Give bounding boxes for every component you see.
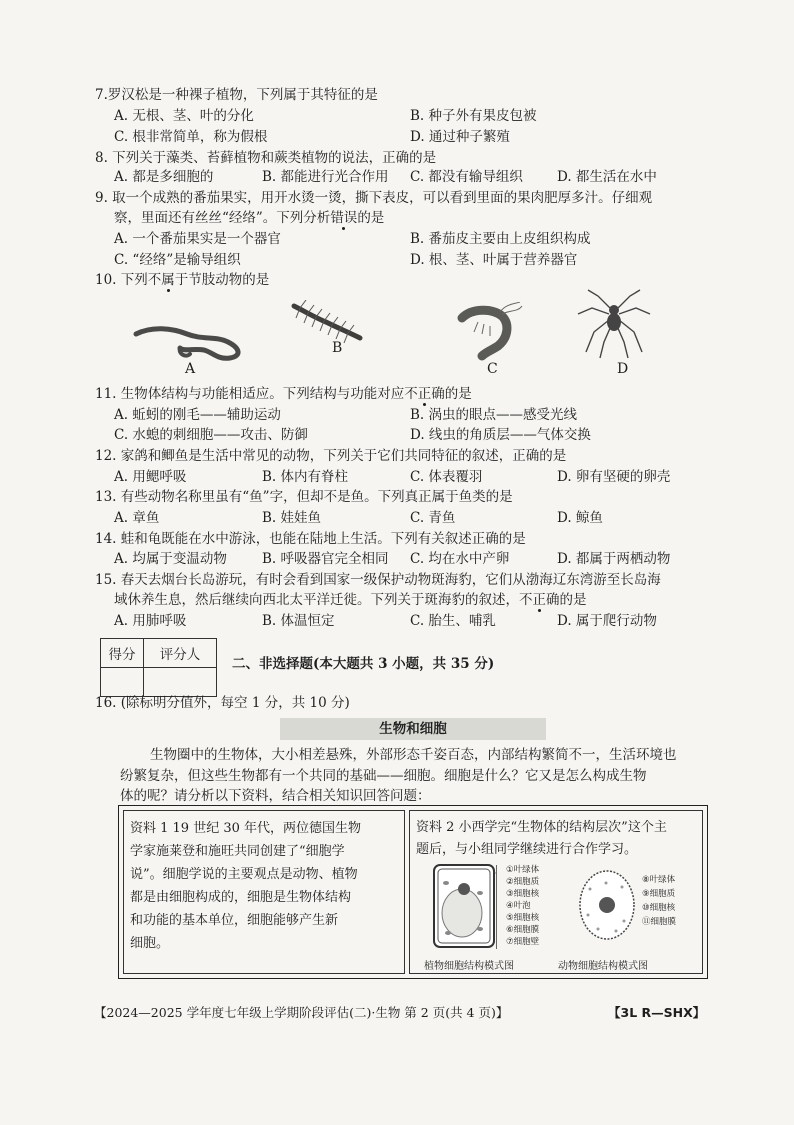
q15-stem-line1: 15. 春天去烟台长岛游玩，有时会看到国家一级保护动物斑海豹，它们从渤海辽东湾游至长岛海 [95,572,661,588]
q9-option-c: C. “经络”是输导组织 [114,252,241,268]
animal-label-9: ⑨细胞质 [642,889,676,899]
section-2-heading: 二、非选择题(本大题共 3 小题，共 35 分) [232,656,495,672]
material-1-line-3: 说”。细胞学说的主要观点是动物、植物 [130,867,358,882]
materials-box [118,805,708,979]
q9-stem-line2 [114,208,384,228]
earthworm-image [132,318,250,364]
q14-option-d: D. 都属于两栖动物 [557,551,671,567]
score-table [100,638,217,697]
footer-right: 【3L R—SHX】 [608,1005,706,1020]
q11-option-a: A. 蚯蚓的刚毛——辅助运动 [114,407,281,423]
q11-option-d: D. 线虫的角质层——气体交换 [410,427,591,443]
q15-option-a: A. 用肺呼吸 [114,613,187,629]
material-1-line-1: 资料 1 19 世纪 30 年代，两位德国生物 [130,821,362,836]
material-2-line-2: 题后，与小组同学继续进行合作学习。 [416,842,638,857]
material-1-box [123,810,405,974]
animal-label-10: ⑩细胞核 [642,903,676,913]
q13-option-c: C. 青鱼 [410,510,456,526]
q16-stem: 16. (除标明分值外，每空 1 分，共 10 分) [95,695,350,711]
material-2-box [409,810,703,974]
q11-stem-a: 11. 生物体结构与功能相适应。下列结构与功能对应 [95,386,405,402]
q7-option-d: D. 通过种子繁殖 [410,129,510,145]
q15-option-c: C. 胎生、哺乳 [410,613,496,629]
shrimp-image [448,302,524,362]
q11-stem-b: 的是 [444,386,472,402]
q10-label-d: D [617,361,629,377]
q11-stem [95,384,472,404]
material-2-line-1: 资料 2 小西学完“生物体的结构层次”这个主 [416,820,667,835]
material-1-line-4: 都是由细胞构成的，细胞是生物体结构 [130,890,352,905]
q16-paragraph-line2: 纷繁复杂，但这些生物都有一个共同的基础——细胞。细胞是什么？它又是怎么构成生物 [120,768,647,784]
q16-banner-title: 生物和细胞 [280,718,546,740]
plant-label-2: ②细胞质 [506,877,540,887]
centipede-image [286,300,366,348]
footer-left: 【2024—2025 学年度七年级上学期阶段评估(二)·生物 第 2 页(共 4 页)】 [94,1005,509,1020]
q9-stem-line2-a: 察，里面还有丝丝“经络”。下列分析 [114,210,331,226]
animal-label-8: ⑧叶绿体 [642,875,676,885]
q10-label-a: A [185,361,196,377]
q10-stem-b: 节肢动物的是 [188,272,270,288]
q16-paragraph-line3: 体的呢？请分析以下资料，结合相关知识回答问题： [120,788,431,804]
q11-option-b: B. 涡虫的眼点——感受光线 [410,407,578,423]
plant-cell-diagram [432,863,496,949]
q7-option-a: A. 无根、茎、叶的分化 [114,108,254,124]
q8-option-a: A. 都是多细胞的 [114,169,214,185]
animal-label-11: ⑪细胞膜 [642,917,677,927]
spider-image [574,288,654,360]
q10-stem-a: 10. 下列 [95,272,148,288]
plant-label-4: ④叶泡 [506,901,531,911]
plant-label-3: ③细胞核 [506,889,540,899]
q15-stem-line2-a: 域休养生息，然后继续向西北太平洋迁徙。下列关于斑海豹的叙述， [114,592,519,608]
plant-label-7: ⑦细胞壁 [506,937,540,947]
animal-cell-caption: 动物细胞结构模式图 [558,961,648,972]
plant-cell-caption: 植物细胞结构模式图 [424,961,514,972]
q7-option-c: C. 根非常简单，称为假根 [114,129,268,145]
q9-option-d: D. 根、茎、叶属于营养器官 [410,252,578,268]
q10-stem [95,270,269,290]
q15-option-d: D. 属于爬行动物 [557,613,657,629]
q12-option-d: D. 卵有坚硬的卵壳 [557,469,671,485]
q9-stem-line1: 9. 取一个成熟的番茄果实，用开水烫一烫，撕下表皮，可以看到里面的果肉肥厚多汁。仔细观 [95,190,653,206]
q9-option-b: B. 番茄皮主要由上皮组织构成 [410,231,591,247]
q10-label-c: C [487,361,498,377]
grader-header: 评分人 [144,639,217,668]
q12-option-b: B. 体内有脊柱 [262,469,349,485]
q11-option-c: C. 水螅的刺细胞——攻击、防御 [114,427,308,443]
score-header: 得分 [101,639,144,668]
q7-option-b: B. 种子外有果皮包被 [410,108,537,124]
plant-label-6: ⑥细胞膜 [506,925,540,935]
q13-option-a: A. 章鱼 [114,510,160,526]
q15-stem-line2 [114,590,587,610]
q14-option-b: B. 呼吸器官完全相同 [262,551,389,567]
q14-stem: 14. 蛙和龟既能在水中游泳，也能在陆地上生活。下列有关叙述正确的是 [95,531,526,547]
q15-option-b: B. 体温恒定 [262,613,335,629]
q13-option-d: D. 鲸鱼 [557,510,603,526]
material-1-line-6: 细胞。 [130,936,170,951]
animal-cell-diagram [578,869,636,941]
q8-option-b: B. 都能进行光合作用 [262,169,389,185]
q15-stem-line2-b: 的是 [559,592,587,608]
q15-emphasis: 不正确 [519,592,560,608]
q13-stem: 13. 有些动物名称里虽有“鱼”字，但却不是鱼。下列真正属于鱼类的是 [95,489,513,505]
q8-stem: 8. 下列关于藻类、苔藓植物和蕨类植物的说法，正确的是 [95,150,437,166]
q13-option-b: B. 娃娃鱼 [262,510,322,526]
q12-stem: 12. 家鸽和鲫鱼是生活中常见的动物，下列关于它们共同特征的叙述，正确的是 [95,448,567,464]
q7-stem: 7.罗汉松是一种裸子植物，下列属于其特征的是 [95,87,378,103]
q10-label-b: B [332,340,343,356]
q14-option-c: C. 均在水中产卵 [410,551,510,567]
plant-label-1: ①叶绿体 [506,865,540,875]
material-1-line-2: 学家施莱登和施旺共同创建了“细胞学 [130,844,345,859]
q9-stem-line2-b: 的是 [357,210,385,226]
q12-option-a: A. 用鳃呼吸 [114,469,187,485]
q14-option-a: A. 均属于变温动物 [114,551,227,567]
q16-paragraph-line1: 生物圈中的生物体，大小相差悬殊，外部形态千姿百态，内部结构繁简不一，生活环境也 [150,747,677,763]
q9-option-a: A. 一个番茄果实是一个器官 [114,231,281,247]
q8-option-c: C. 都没有输导组织 [410,169,523,185]
plant-label-5: ⑤细胞核 [506,913,540,923]
q10-emphasis: 不属于 [147,272,189,288]
q8-option-d: D. 都生活在水中 [557,169,657,185]
q12-option-c: C. 体表覆羽 [410,469,483,485]
q9-emphasis: 错误 [330,210,358,226]
material-1-line-5: 和功能的基本单位，细胞能够产生新 [130,913,339,928]
q11-emphasis: 不正确 [404,386,445,402]
